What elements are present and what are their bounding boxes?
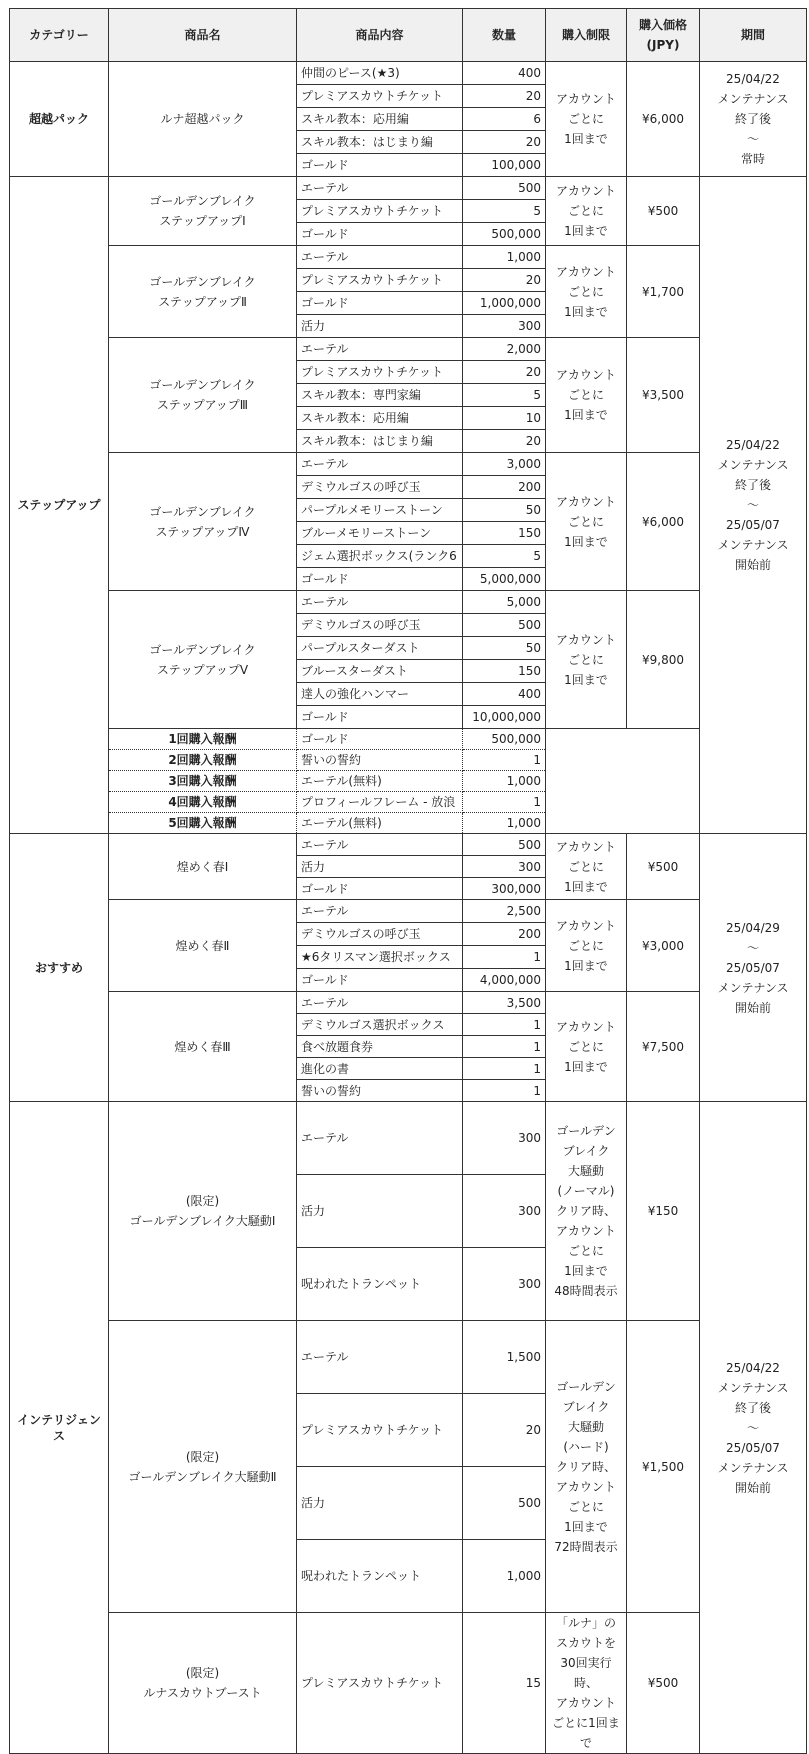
item-quantity: 500 [463, 834, 546, 856]
item-quantity: 300 [463, 315, 546, 338]
price: ¥9,800 [627, 591, 700, 729]
item-name: ゴールド [297, 292, 463, 315]
item-name: エーテル [297, 900, 463, 923]
item-name: 誓いの誓約 [297, 1080, 463, 1102]
item-quantity: 20 [463, 361, 546, 384]
item-name: 仲間のピース(★3) [297, 62, 463, 85]
price: ¥3,500 [627, 338, 700, 453]
category-cell: ステップアップ [10, 177, 109, 834]
period: 25/04/22 メンテナンス 終了後 ～ 25/05/07 メンテナンス 開始前 [700, 177, 807, 834]
item-name: スキル教本：応用編 [297, 108, 463, 131]
item-quantity: 500,000 [463, 223, 546, 246]
reward-blank [546, 729, 700, 834]
price: ¥500 [627, 834, 700, 900]
item-quantity: 20 [463, 1394, 546, 1467]
item-quantity: 500 [463, 177, 546, 200]
item-quantity: 5 [463, 545, 546, 568]
purchase-limit: アカウント ごとに 1回まで [546, 177, 627, 246]
purchase-limit: ゴールデン ブレイク 大騒動 (ハード) クリア時、 アカウント ごとに 1回まで 72時間表示 [546, 1321, 627, 1613]
purchase-limit: アカウント ごとに 1回まで [546, 834, 627, 900]
item-name: エーテル [297, 1102, 463, 1175]
item-name: エーテル [297, 1321, 463, 1394]
product-name: ゴールデンブレイク ステップアップⅣ [109, 453, 297, 591]
item-quantity: 500 [463, 1467, 546, 1540]
price: ¥3,000 [627, 900, 700, 992]
item-name: デミウルゴスの呼び玉 [297, 923, 463, 946]
price: ¥1,700 [627, 246, 700, 338]
table-row [10, 246, 807, 269]
table-row [10, 1102, 807, 1175]
item-name: ゴールド [297, 223, 463, 246]
item-name: 活力 [297, 856, 463, 878]
product-name: (限定) ゴールデンブレイク大騒動Ⅱ [109, 1321, 297, 1613]
table-row [10, 338, 807, 361]
period: 25/04/29 ～ 25/05/07 メンテナンス 開始前 [700, 834, 807, 1102]
period: 25/04/22 メンテナンス 終了後 ～ 25/05/07 メンテナンス 開始前 [700, 1102, 807, 1754]
price: ¥6,000 [627, 62, 700, 177]
reward-label: 2回購入報酬 [109, 750, 297, 771]
item-quantity: 300 [463, 1175, 546, 1248]
item-quantity: 10,000,000 [463, 706, 546, 729]
item-name: デミウルゴスの呼び玉 [297, 476, 463, 499]
table-row [10, 1613, 807, 1754]
item-quantity: 1 [463, 1058, 546, 1080]
item-name: ★6タリスマン選択ボックス [297, 946, 463, 969]
shop-table [9, 8, 807, 1754]
purchase-limit: アカウント ごとに 1回まで [546, 62, 627, 177]
reward-quantity: 1,000 [463, 771, 546, 792]
reward-quantity: 1 [463, 792, 546, 813]
purchase-limit: アカウント ごとに 1回まで [546, 900, 627, 992]
purchase-limit: ゴールデン ブレイク 大騒動 (ノーマル) クリア時、 アカウント ごとに 1回まで 48時間表示 [546, 1102, 627, 1321]
price: ¥500 [627, 177, 700, 246]
table-row [10, 992, 807, 1014]
category-cell: おすすめ [10, 834, 109, 1102]
item-name: プレミアスカウトチケット [297, 85, 463, 108]
purchase-limit: アカウント ごとに 1回まで [546, 591, 627, 729]
item-quantity: 2,000 [463, 338, 546, 361]
item-name: スキル教本：はじまり編 [297, 430, 463, 453]
item-name: プレミアスカウトチケット [297, 361, 463, 384]
product-name: ゴールデンブレイク ステップアップⅤ [109, 591, 297, 729]
item-quantity: 20 [463, 269, 546, 292]
header-contents: 商品内容 [297, 9, 463, 62]
reward-row [10, 729, 807, 750]
item-name: デミウルゴス選択ボックス [297, 1014, 463, 1036]
item-quantity: 1 [463, 1080, 546, 1102]
item-quantity: 150 [463, 660, 546, 683]
item-name: ゴールド [297, 706, 463, 729]
purchase-limit: アカウント ごとに 1回まで [546, 992, 627, 1102]
item-quantity: 400 [463, 62, 546, 85]
period: 25/04/22 メンテナンス 終了後 ～ 常時 [700, 62, 807, 177]
item-quantity: 2,500 [463, 900, 546, 923]
item-name: エーテル [297, 992, 463, 1014]
item-name: 呪われたトランペット [297, 1540, 463, 1613]
category-cell: 超越パック [10, 62, 109, 177]
header-product-name: 商品名 [109, 9, 297, 62]
product-name: 煌めく春Ⅱ [109, 900, 297, 992]
table-row [10, 453, 807, 476]
item-name: プレミアスカウトチケット [297, 200, 463, 223]
reward-label: 1回購入報酬 [109, 729, 297, 750]
item-quantity: 20 [463, 131, 546, 154]
product-name: 煌めく春Ⅲ [109, 992, 297, 1102]
item-quantity: 10 [463, 407, 546, 430]
product-name: ルナ超越パック [109, 62, 297, 177]
item-quantity: 1,000,000 [463, 292, 546, 315]
item-quantity: 5,000,000 [463, 568, 546, 591]
item-quantity: 50 [463, 637, 546, 660]
item-quantity: 1,000 [463, 1540, 546, 1613]
header-price: 購入価格 (JPY) [627, 9, 700, 62]
reward-quantity: 1,000 [463, 813, 546, 834]
item-name: プレミアスカウトチケット [297, 1613, 463, 1754]
reward-quantity: 500,000 [463, 729, 546, 750]
item-quantity: 500 [463, 614, 546, 637]
header-period: 期間 [700, 9, 807, 62]
item-name: 食べ放題食券 [297, 1036, 463, 1058]
item-quantity: 150 [463, 522, 546, 545]
item-quantity: 50 [463, 499, 546, 522]
category-cell: インテリジェンス [10, 1102, 109, 1754]
table-row [10, 1321, 807, 1394]
price: ¥7,500 [627, 992, 700, 1102]
item-quantity: 5 [463, 200, 546, 223]
item-name: ブルースターダスト [297, 660, 463, 683]
price: ¥1,500 [627, 1321, 700, 1613]
reward-item: エーテル(無料) [297, 771, 463, 792]
header-row [10, 9, 807, 62]
item-name: ゴールド [297, 568, 463, 591]
item-name: ジェム選択ボックス(ランク6 [297, 545, 463, 568]
item-name: エーテル [297, 246, 463, 269]
item-name: エーテル [297, 177, 463, 200]
item-name: エーテル [297, 338, 463, 361]
header-quantity: 数量 [463, 9, 546, 62]
purchase-limit: アカウント ごとに 1回まで [546, 246, 627, 338]
item-quantity: 5,000 [463, 591, 546, 614]
product-name: ゴールデンブレイク ステップアップⅢ [109, 338, 297, 453]
item-name: プレミアスカウトチケット [297, 269, 463, 292]
item-name: プレミアスカウトチケット [297, 1394, 463, 1467]
item-quantity: 1 [463, 946, 546, 969]
item-quantity: 1,500 [463, 1321, 546, 1394]
item-name: スキル教本：はじまり編 [297, 131, 463, 154]
item-quantity: 1 [463, 1014, 546, 1036]
item-name: 達人の強化ハンマー [297, 683, 463, 706]
reward-item: プロフィールフレーム - 放浪 [297, 792, 463, 813]
item-quantity: 3,000 [463, 453, 546, 476]
item-name: デミウルゴスの呼び玉 [297, 614, 463, 637]
item-quantity: 100,000 [463, 154, 546, 177]
reward-quantity: 1 [463, 750, 546, 771]
purchase-limit: 「ルナ」の スカウトを 30回実行時、 アカウント ごとに1回ま で [546, 1613, 627, 1754]
product-name: ゴールデンブレイク ステップアップⅠ [109, 177, 297, 246]
reward-label: 3回購入報酬 [109, 771, 297, 792]
product-name: (限定) ルナスカウトブースト [109, 1613, 297, 1754]
price: ¥150 [627, 1102, 700, 1321]
item-name: 活力 [297, 315, 463, 338]
item-name: 活力 [297, 1467, 463, 1540]
item-name: スキル教本：応用編 [297, 407, 463, 430]
table-row [10, 834, 807, 856]
item-name: パープルスターダスト [297, 637, 463, 660]
item-name: 進化の書 [297, 1058, 463, 1080]
item-name: エーテル [297, 834, 463, 856]
item-quantity: 6 [463, 108, 546, 131]
reward-label: 4回購入報酬 [109, 792, 297, 813]
item-name: ゴールド [297, 878, 463, 900]
item-quantity: 200 [463, 476, 546, 499]
table-row [10, 62, 807, 85]
item-quantity: 200 [463, 923, 546, 946]
item-quantity: 3,500 [463, 992, 546, 1014]
item-name: エーテル [297, 453, 463, 476]
item-name: ゴールド [297, 154, 463, 177]
item-quantity: 400 [463, 683, 546, 706]
price: ¥6,000 [627, 453, 700, 591]
reward-item: ゴールド [297, 729, 463, 750]
item-name: 呪われたトランペット [297, 1248, 463, 1321]
reward-item: エーテル(無料) [297, 813, 463, 834]
item-name: パープルメモリーストーン [297, 499, 463, 522]
item-name: スキル教本：専門家編 [297, 384, 463, 407]
item-quantity: 300 [463, 1102, 546, 1175]
header-category: カテゴリー [10, 9, 109, 62]
item-quantity: 15 [463, 1613, 546, 1754]
item-name: ブルーメモリーストーン [297, 522, 463, 545]
header-limit: 購入制限 [546, 9, 627, 62]
item-name: ゴールド [297, 969, 463, 992]
reward-item: 誓いの誓約 [297, 750, 463, 771]
item-quantity: 1,000 [463, 246, 546, 269]
item-name: エーテル [297, 591, 463, 614]
table-row [10, 591, 807, 614]
purchase-limit: アカウント ごとに 1回まで [546, 453, 627, 591]
product-name: (限定) ゴールデンブレイク大騒動Ⅰ [109, 1102, 297, 1321]
product-name: ゴールデンブレイク ステップアップⅡ [109, 246, 297, 338]
item-quantity: 300 [463, 856, 546, 878]
item-quantity: 300,000 [463, 878, 546, 900]
item-quantity: 5 [463, 384, 546, 407]
purchase-limit: アカウント ごとに 1回まで [546, 338, 627, 453]
item-quantity: 20 [463, 430, 546, 453]
table-row [10, 900, 807, 923]
product-name: 煌めく春Ⅰ [109, 834, 297, 900]
item-quantity: 1 [463, 1036, 546, 1058]
reward-label: 5回購入報酬 [109, 813, 297, 834]
item-quantity: 20 [463, 85, 546, 108]
item-quantity: 300 [463, 1248, 546, 1321]
price: ¥500 [627, 1613, 700, 1754]
table-row [10, 177, 807, 200]
item-quantity: 4,000,000 [463, 969, 546, 992]
item-name: 活力 [297, 1175, 463, 1248]
